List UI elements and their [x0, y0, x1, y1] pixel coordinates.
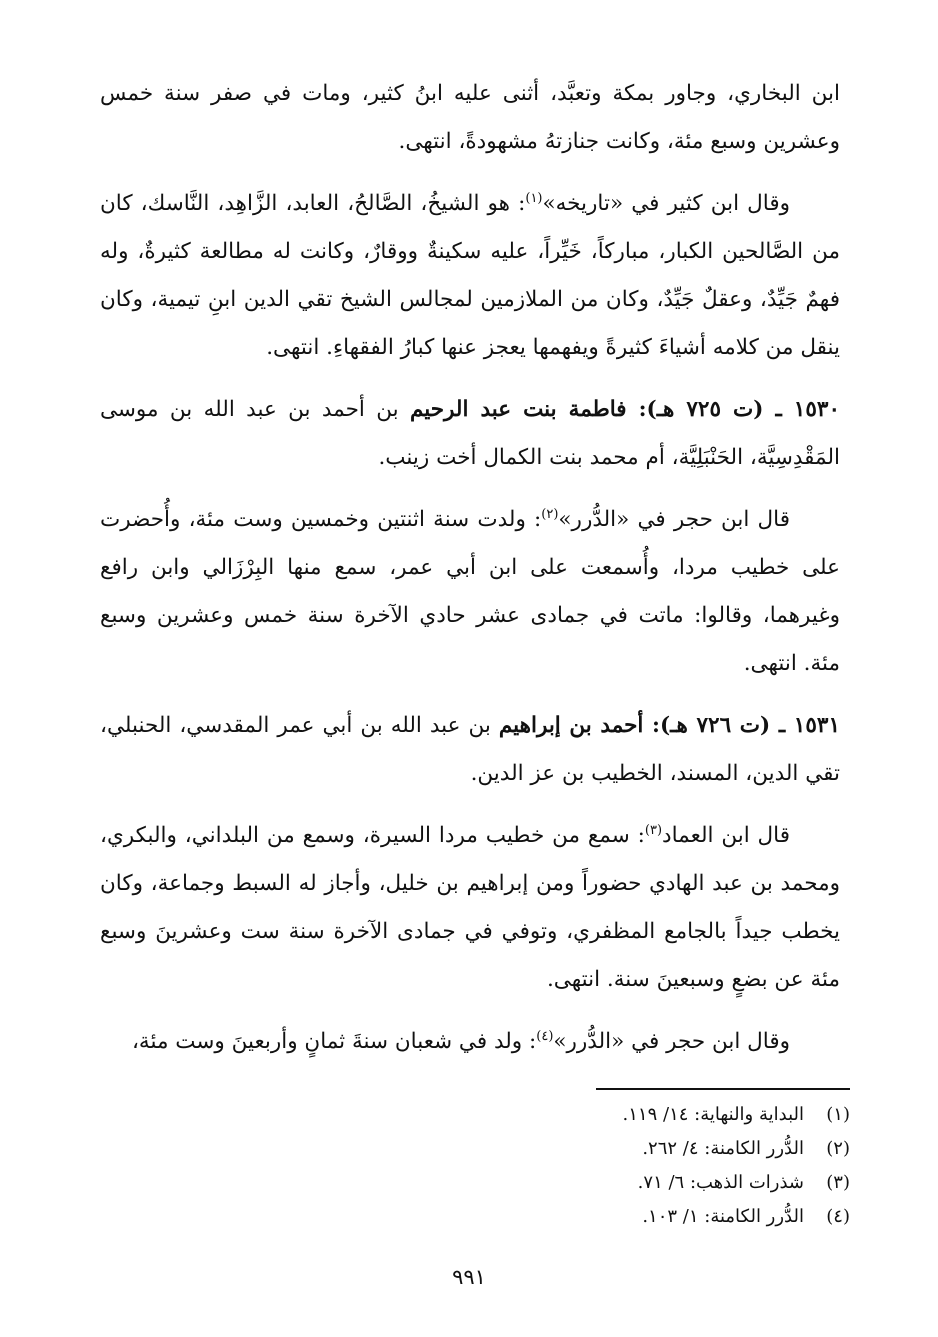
entry-heading: ١٥٣١ ـ (ت ٧٢٦ هـ): أحمد بن إبراهيم: [498, 713, 840, 738]
paragraph-text: وقال ابن كثير في «تاريخه»: [542, 191, 790, 216]
paragraph-ibn-hajar-quote-2: [100, 1018, 840, 1066]
entry-text: بن أحمد بن عبد الله بن موسى المَقْدِسِيَّة، الحَنْبَلِيَّة، أم محمد بنت الكمال أخت زينب.: [100, 397, 840, 470]
footnote-ref-4[interactable]: (٤): [536, 1028, 554, 1044]
paragraph-ibn-kathir-quote: [100, 180, 840, 372]
paragraph-text: قال ابن العماد: [662, 823, 790, 848]
footnote-text: البداية والنهاية: ١٤/ ١١٩.: [622, 1104, 804, 1125]
entry-1530: [100, 386, 840, 482]
footnote-item: [300, 1132, 850, 1166]
footnote-divider: [596, 1088, 850, 1090]
entry-1531: [100, 702, 840, 798]
footnote-text: الدُّرر الكامنة: ٤/ ٢٦٢.: [642, 1138, 804, 1159]
footnote-ref-3[interactable]: (٣): [644, 822, 663, 838]
paragraph-ibn-hajar-quote-1: [100, 496, 840, 688]
footnote-ref-1[interactable]: (١): [525, 190, 543, 206]
page-number: ٩٩١: [452, 1265, 486, 1289]
paragraph-continuation: [100, 70, 840, 166]
footnotes-list: [300, 1098, 850, 1234]
paragraph-text: ابن البخاري، وجاور بمكة وتعبَّد، أثنى عليه ابنُ كثير، ومات في صفر سنة خمس وعشرين وسبع مئة، وكانت جنازتهُ مشهودةً، انتهى.: [100, 81, 840, 154]
paragraph-text: : ولدت سنة اثنتين وخمسين وست مئة، وأُحضرت على خطيب مردا، وأُسمعت على ابن أبي عمر، سمع منها البِرْزَالي وابن رافع وغيرهما، وقالوا: ماتت في جمادى عشر حادي الآخرة سنة خمس وعشرين وسبع مئة. انتهى.: [100, 507, 840, 676]
footnote-number: (٤): [826, 1206, 850, 1227]
entry-heading: ١٥٣٠ ـ (ت ٧٢٥ هـ): فاطمة بنت عبد الرحيم: [409, 397, 840, 422]
footnote-item: [300, 1200, 850, 1234]
footnote-item: [300, 1166, 850, 1200]
entry-text: بن عبد الله بن أبي عمر المقدسي، الحنبلي، تقي الدين، المسند، الخطيب بن عز الدين.: [100, 713, 840, 786]
footnote-text: الدُّرر الكامنة: ١/ ١٠٣.: [642, 1206, 804, 1227]
footnote-ref-2[interactable]: (٢): [541, 506, 559, 522]
footnote-item: [300, 1098, 850, 1132]
footnote-text: شذرات الذهب: ٦/ ٧١.: [637, 1172, 804, 1193]
paragraph-ibn-imad-quote: [100, 812, 840, 1004]
paragraph-text: : هو الشيخُ، الصَّالحُ، العابد، الزَّاهِد، النَّاسك، كان من الصَّالحين الكبار، مباركاً، خَيِّراً، عليه سكينةٌ ووقارٌ، وكانت له مطالعة كثيرةٌ، وله فهمٌ جَيِّدٌ، وعقلٌ جَيِّدٌ، وكان من الملازمين لمجالس الشيخ تقي الدين ابنِ تيمية، وكان ينقل من كلامه أشياءَ كثيرةً ويفهمها يعجز عنها كبارُ الفقهاءِ. انتهى.: [100, 191, 840, 360]
footnote-number: (٣): [826, 1172, 850, 1193]
page-body: [100, 70, 840, 1080]
paragraph-text: قال ابن حجر في «الدُّرر»: [558, 507, 790, 532]
footnote-number: (٢): [826, 1138, 850, 1159]
paragraph-text: وقال ابن حجر في «الدُّرر»: [553, 1029, 790, 1054]
paragraph-text: : سمع من خطيب مردا السيرة، وسمع من البلداني، والبكري، ومحمد بن عبد الهادي حضوراً ومن إبراهيم بن خليل، وأجاز له السبط وجماعة، وكان يخطب جيداً بالجامع المظفري، وتوفي في جمادى الآخرة سنة ست وعشرينَ وسبع مئة عن بضعٍ وسبعينَ سنة. انتهى.: [100, 823, 840, 992]
paragraph-text: : ولد في شعبان سنةَ ثمانٍ وأربعينَ وست مئة،: [131, 1029, 537, 1054]
footnote-number: (١): [826, 1104, 850, 1125]
